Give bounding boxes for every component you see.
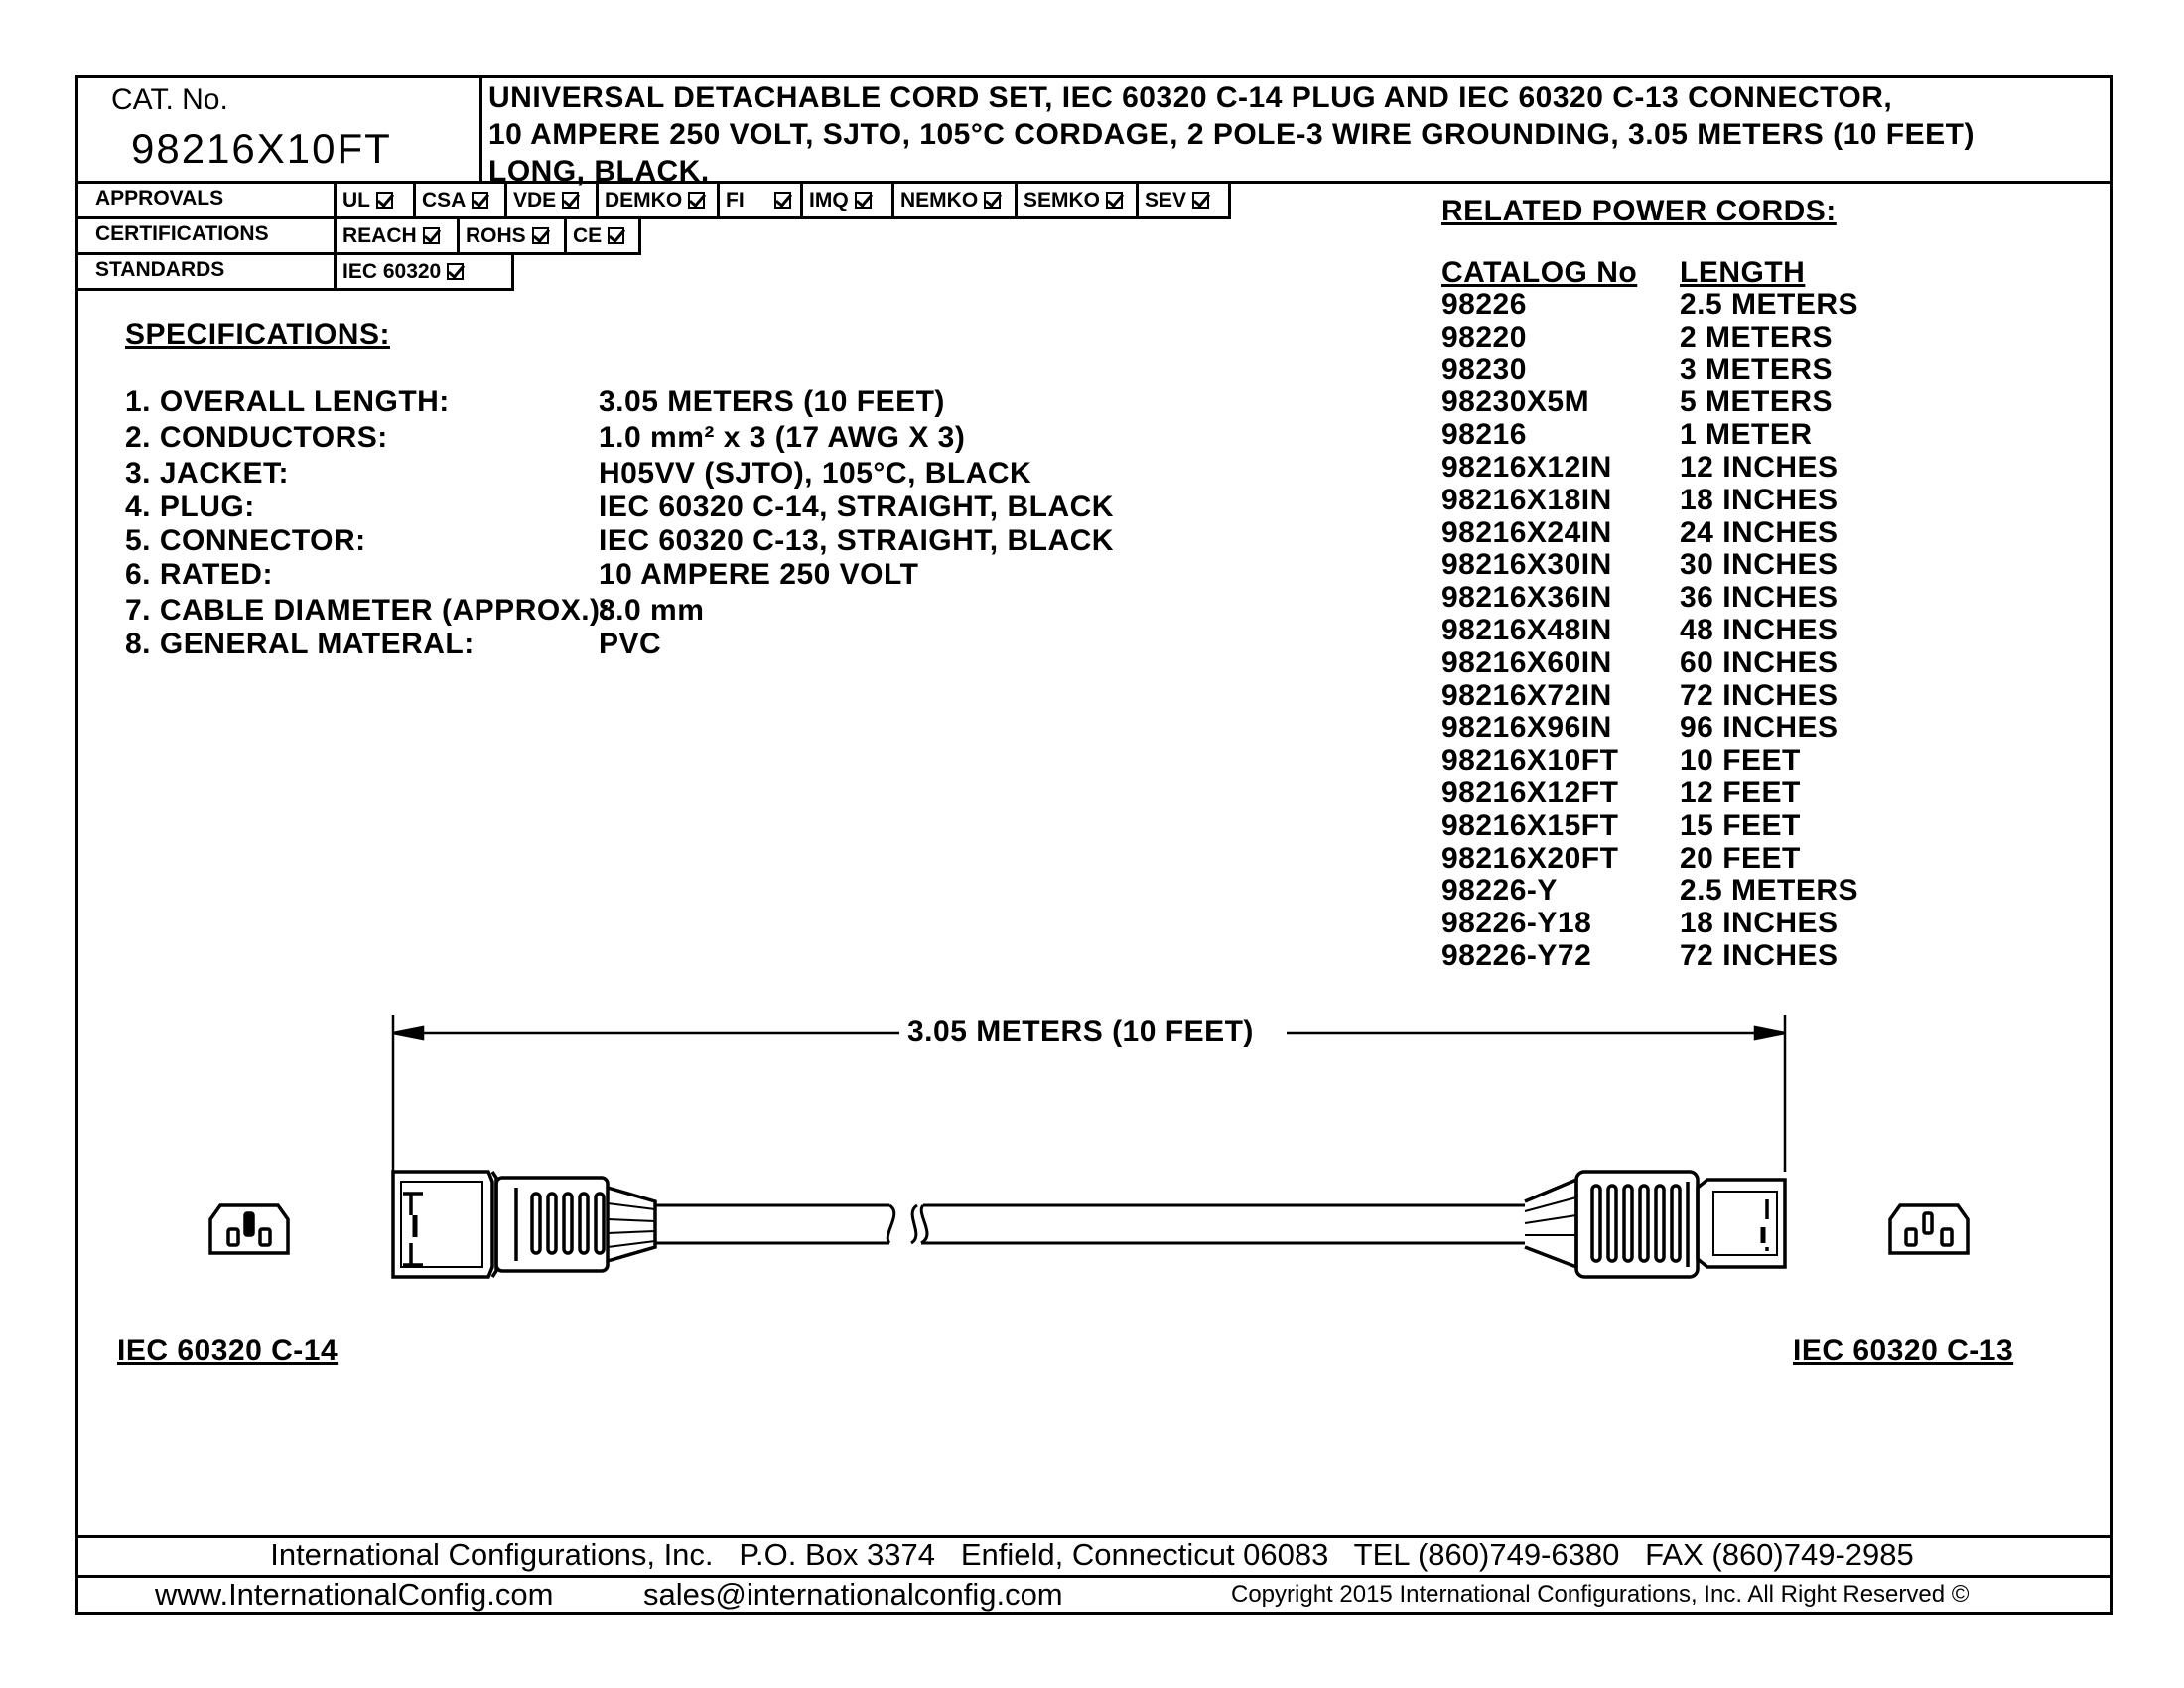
- related-catalog-number: 98216X24IN: [1441, 516, 1612, 549]
- related-catalog-number: 98216X30IN: [1441, 548, 1612, 581]
- related-catalog-number: 98226: [1441, 288, 1527, 321]
- spec-value: 8.0 mm: [599, 594, 705, 627]
- related-catalog-number: 98226-Y72: [1441, 939, 1592, 972]
- certification-ce: CE: [567, 219, 641, 252]
- related-col-length: LENGTH: [1680, 256, 1806, 289]
- spec-label: 5. CONNECTOR:: [125, 524, 366, 557]
- company-address: International Configurations, Inc. P.O. Box 3374 Enfield, Connecticut 06083 TEL (860)749-6380 FAX (860)749-2985: [270, 1537, 1914, 1572]
- spec-label: 6. RATED:: [125, 558, 273, 591]
- approval-semko: SEMKO: [1018, 184, 1139, 216]
- approvals-label: APPROVALS: [95, 187, 224, 210]
- related-length: 10 FEET: [1680, 744, 1801, 776]
- c13-label: IEC 60320 C-13: [1793, 1335, 2014, 1367]
- approval-nemko: NEMKO: [894, 184, 1018, 216]
- approval-vde: VDE: [507, 184, 599, 216]
- spec-label: 7. CABLE DIAMETER (APPROX.):: [125, 594, 612, 627]
- related-length: 3 METERS: [1680, 353, 1834, 386]
- approval-ul: UL: [337, 184, 416, 216]
- copyright-notice: Copyright 2015 International Configurations, Inc. All Right Reserved ©: [1231, 1581, 1970, 1608]
- standards-label: STANDARDS: [95, 258, 225, 281]
- spec-label: 1. OVERALL LENGTH:: [125, 385, 450, 418]
- approval-csa: CSA: [416, 184, 507, 216]
- approval-sev: SEV: [1139, 184, 1231, 216]
- spec-value: IEC 60320 C-14, STRAIGHT, BLACK: [599, 491, 1114, 523]
- cat-number: 98216X10FT: [131, 125, 392, 172]
- related-length: 60 INCHES: [1680, 646, 1839, 679]
- dimension-label: 3.05 METERS (10 FEET): [903, 1015, 1258, 1049]
- spec-value: 10 AMPERE 250 VOLT: [599, 558, 919, 591]
- certification-reach: REACH: [337, 219, 460, 252]
- spec-label: 4. PLUG:: [125, 491, 255, 523]
- related-length: 2 METERS: [1680, 321, 1834, 353]
- dimension-arrow-left-icon: [393, 1027, 423, 1039]
- related-length: 12 FEET: [1680, 776, 1801, 809]
- c14-label: IEC 60320 C-14: [117, 1335, 339, 1367]
- spec-value: 3.05 METERS (10 FEET): [599, 385, 945, 418]
- related-length: 36 INCHES: [1680, 581, 1839, 614]
- related-length: 72 INCHES: [1680, 679, 1839, 712]
- related-cords-title: RELATED POWER CORDS:: [1441, 195, 1837, 227]
- related-catalog-number: 98216X18IN: [1441, 484, 1612, 516]
- approval-imq: IMQ: [803, 184, 894, 216]
- approval-fi: FI: [720, 184, 803, 216]
- spec-label: 2. CONDUCTORS:: [125, 421, 388, 454]
- spec-label: 8. GENERAL MATERAL:: [125, 628, 475, 660]
- description-line: 10 AMPERE 250 VOLT, SJTO, 105°C CORDAGE, 2 POLE-3 WIRE GROUNDING, 3.05 METERS (10 FEET): [488, 118, 1975, 151]
- related-length: 30 INCHES: [1680, 548, 1839, 581]
- certifications-label: CERTIFICATIONS: [95, 222, 269, 245]
- related-length: 18 INCHES: [1680, 484, 1839, 516]
- related-catalog-number: 98216X12IN: [1441, 451, 1612, 484]
- cat-label: CAT. No.: [111, 83, 228, 116]
- related-catalog-number: 98216X12FT: [1441, 776, 1619, 809]
- related-length: 2.5 METERS: [1680, 288, 1859, 321]
- related-length: 48 INCHES: [1680, 614, 1839, 646]
- company-website-link[interactable]: www.InternationalConfig.com: [155, 1577, 554, 1612]
- related-col-catalog: CATALOG No: [1441, 256, 1638, 289]
- description-line: UNIVERSAL DETACHABLE CORD SET, IEC 60320 C-14 PLUG AND IEC 60320 C-13 CONNECTOR,: [488, 81, 1893, 114]
- related-length: 96 INCHES: [1680, 711, 1839, 744]
- related-length: 12 INCHES: [1680, 451, 1839, 484]
- related-catalog-number: 98220: [1441, 321, 1527, 353]
- related-length: 5 METERS: [1680, 385, 1834, 418]
- spec-value: 1.0 mm² x 3 (17 AWG X 3): [599, 421, 966, 454]
- related-catalog-number: 98216: [1441, 418, 1527, 451]
- related-length: 20 FEET: [1680, 842, 1801, 875]
- related-length: 72 INCHES: [1680, 939, 1839, 972]
- related-catalog-number: 98216X10FT: [1441, 744, 1619, 776]
- related-catalog-number: 98216X60IN: [1441, 646, 1612, 679]
- company-email-link[interactable]: sales@internationalconfig.com: [643, 1577, 1063, 1612]
- dimension-arrow-right-icon: [1755, 1027, 1785, 1039]
- related-catalog-number: 98216X96IN: [1441, 711, 1612, 744]
- standard-iec-60320: IEC 60320: [337, 255, 514, 288]
- spec-label: 3. JACKET:: [125, 457, 290, 490]
- related-catalog-number: 98216X36IN: [1441, 581, 1612, 614]
- spec-value: IEC 60320 C-13, STRAIGHT, BLACK: [599, 524, 1114, 557]
- certification-rohs: ROHS: [460, 219, 567, 252]
- spec-value: PVC: [599, 628, 662, 660]
- cable: [655, 1205, 1525, 1243]
- related-length: 2.5 METERS: [1680, 874, 1859, 907]
- c14-face-icon: [210, 1205, 288, 1253]
- related-catalog-number: 98216X72IN: [1441, 679, 1612, 712]
- description-line: LONG, BLACK.: [488, 155, 710, 188]
- related-catalog-number: 98216X20FT: [1441, 842, 1619, 875]
- related-catalog-number: 98226-Y: [1441, 874, 1558, 907]
- related-catalog-number: 98230X5M: [1441, 385, 1590, 418]
- related-length: 1 METER: [1680, 418, 1813, 451]
- approval-demko: DEMKO: [599, 184, 720, 216]
- related-catalog-number: 98230: [1441, 353, 1527, 386]
- related-length: 15 FEET: [1680, 809, 1801, 842]
- specifications-title: SPECIFICATIONS:: [125, 318, 390, 351]
- spec-value: H05VV (SJTO), 105°C, BLACK: [599, 457, 1032, 490]
- c13-face-icon: [1890, 1205, 1968, 1253]
- c13-connector: [1525, 1172, 1785, 1277]
- related-length: 24 INCHES: [1680, 516, 1839, 549]
- related-catalog-number: 98226-Y18: [1441, 907, 1592, 939]
- related-catalog-number: 98216X48IN: [1441, 614, 1612, 646]
- related-length: 18 INCHES: [1680, 907, 1839, 939]
- related-catalog-number: 98216X15FT: [1441, 809, 1619, 842]
- c14-plug: [393, 1172, 655, 1277]
